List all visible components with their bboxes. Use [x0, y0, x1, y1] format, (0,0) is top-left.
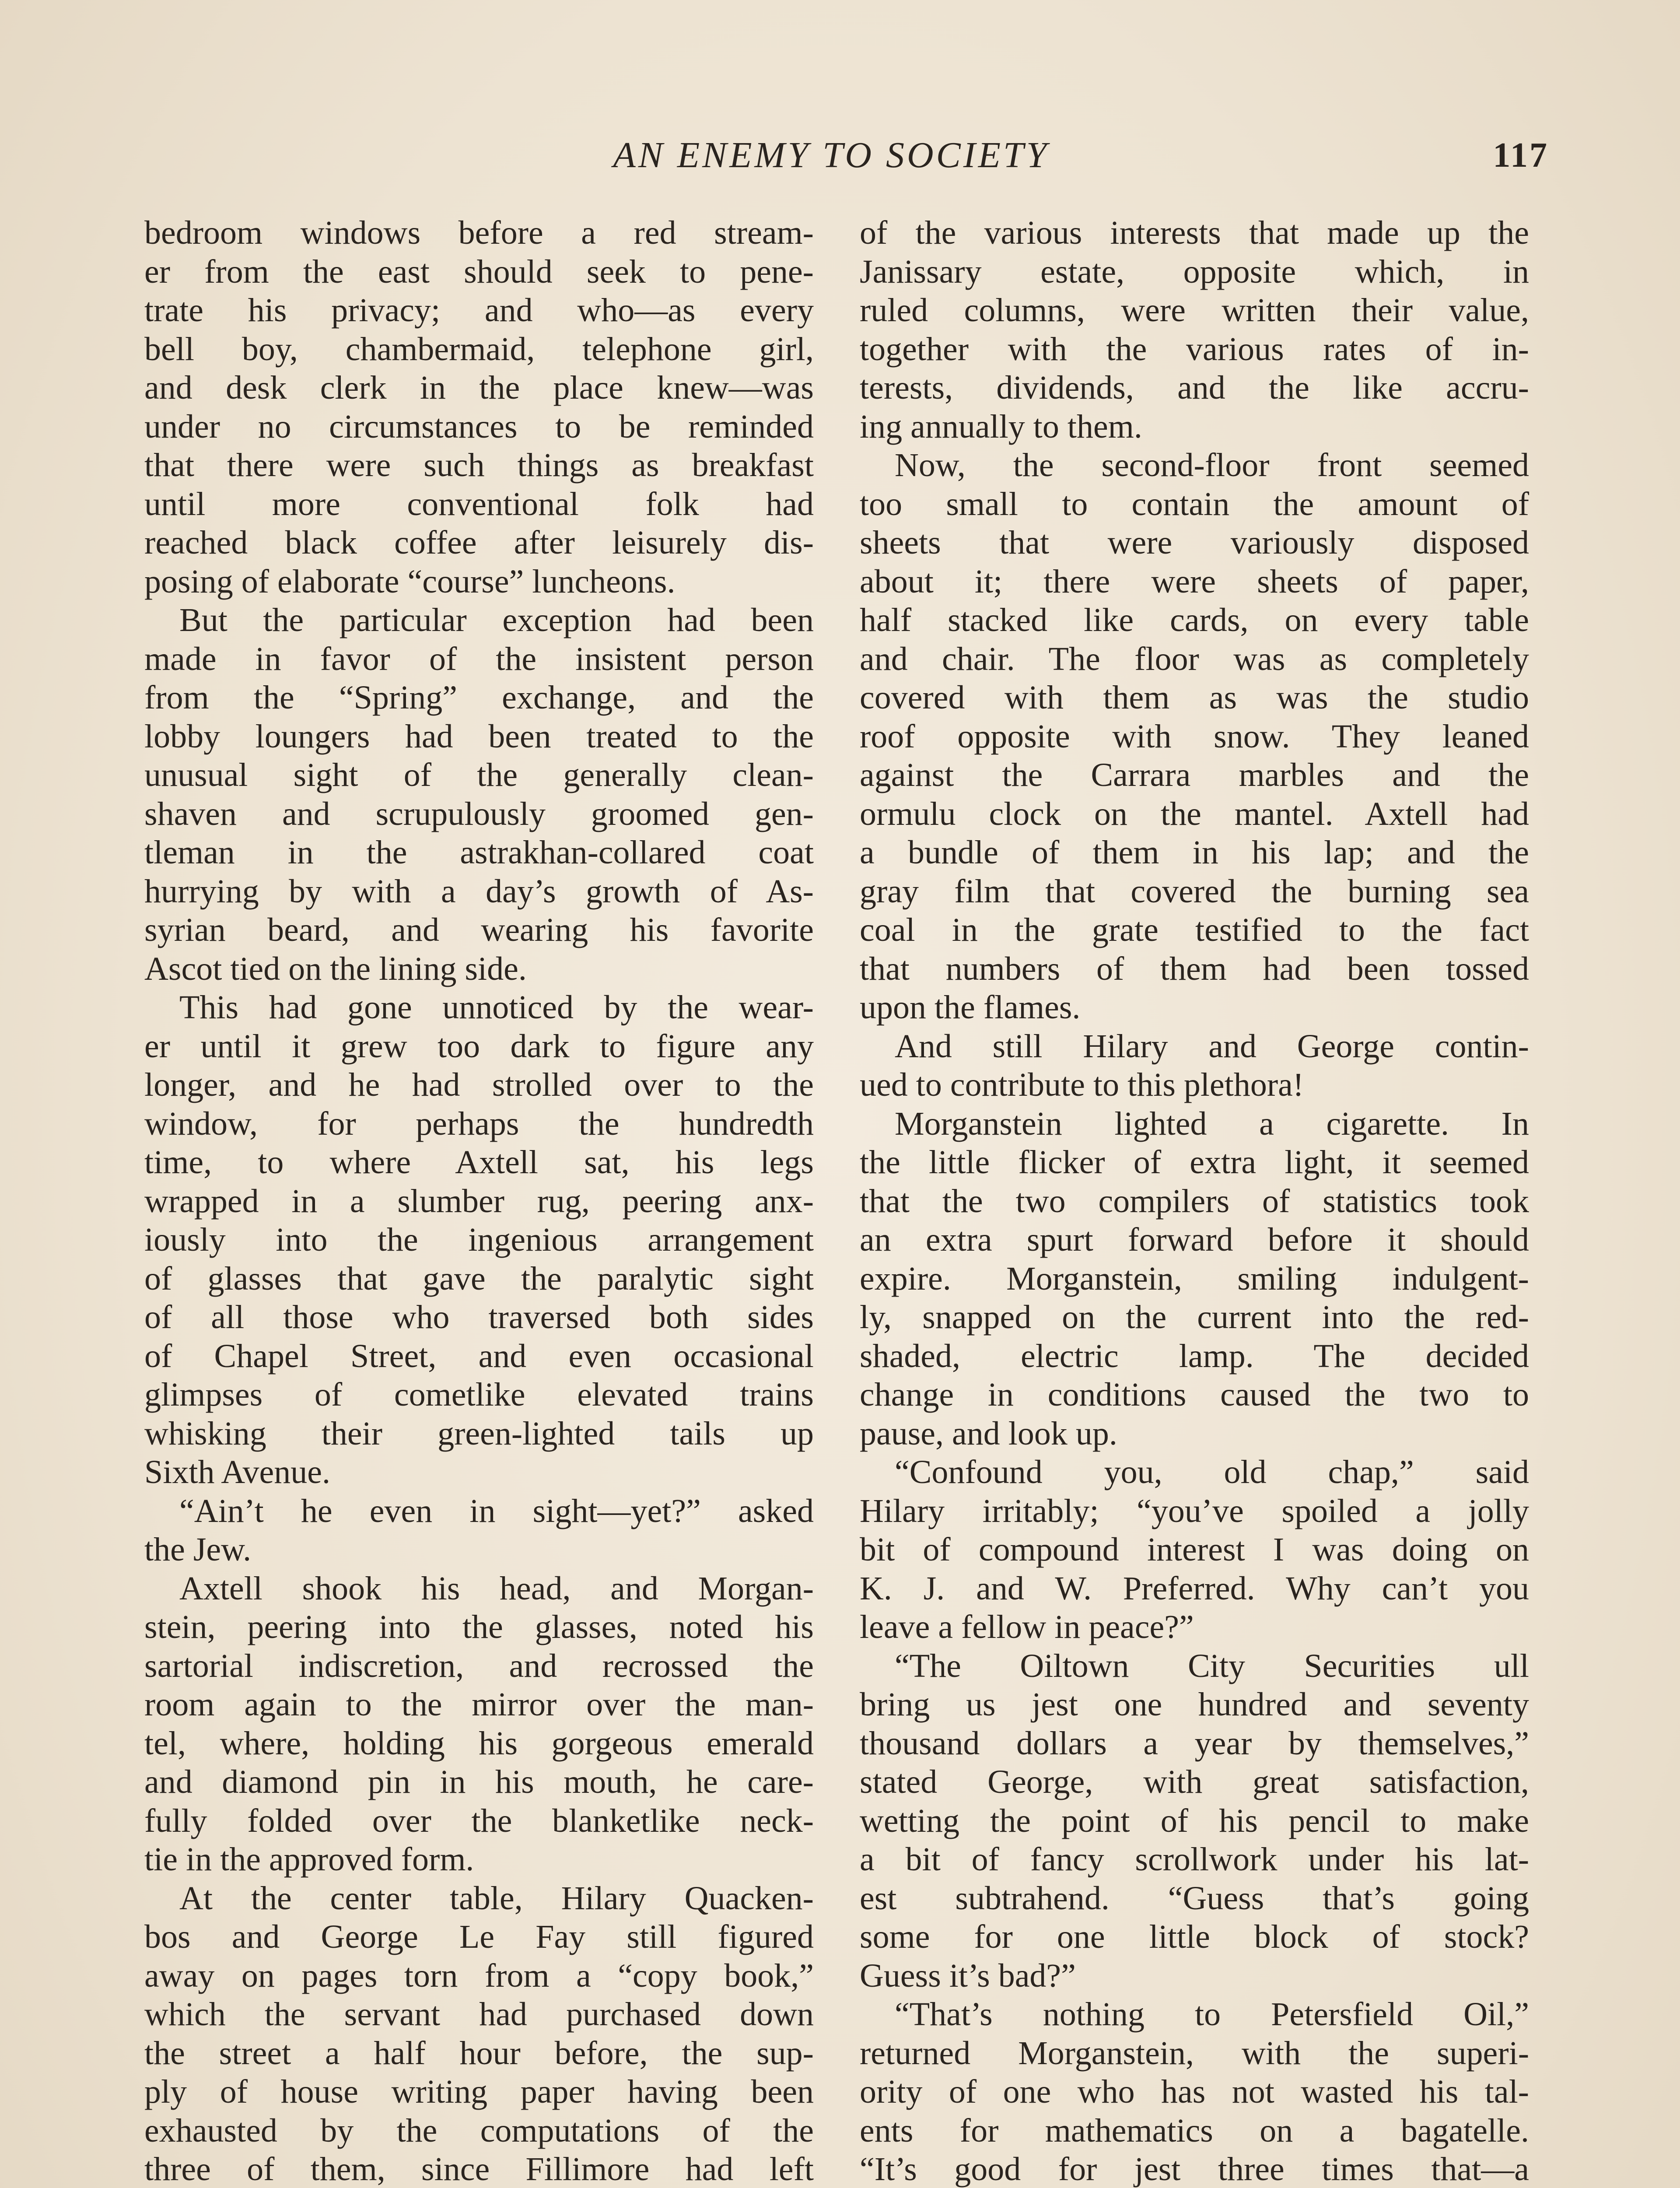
text-line: from the “Spring” exchange, and the — [144, 679, 814, 716]
text-line: roof opposite with snow. They leaned — [860, 718, 1529, 755]
text-line: made in favor of the insistent person — [144, 640, 814, 677]
text-line: bell boy, chambermaid, telephone girl, — [144, 330, 814, 368]
text-line: Axtell shook his head, and Morgan- — [179, 1570, 814, 1607]
text-line: under no circumstances to be reminded — [144, 408, 814, 445]
text-line: sartorial indiscretion, and recrossed the — [144, 1647, 814, 1684]
running-title: AN ENEMY TO SOCIETY — [613, 135, 1050, 175]
text-line: of the various interests that made up the — [860, 214, 1529, 251]
text-line: unusual sight of the generally clean- — [144, 757, 814, 793]
text-line: ormulu clock on the mantel. Axtell had — [860, 795, 1529, 832]
text-line: shaded, electric lamp. The decided — [860, 1337, 1529, 1375]
text-line: of all those who traversed both sides — [144, 1299, 814, 1336]
text-line: thousand dollars a year by themselves,” — [860, 1725, 1529, 1762]
text-line: against the Carrara marbles and the — [860, 757, 1529, 793]
text-line: Sixth Avenue. — [144, 1454, 331, 1490]
text-line: together with the various rates of in- — [860, 330, 1529, 368]
text-line: trate his privacy; and who—as every — [144, 292, 814, 329]
text-line: But the particular exception had been — [179, 602, 814, 638]
text-line: some for one little block of stock? — [860, 1918, 1529, 1955]
text-line: an extra spurt forward before it should — [860, 1221, 1529, 1258]
text-line: er until it grew too dark to figure any — [144, 1027, 814, 1065]
text-line: ruled columns, were written their value, — [860, 292, 1529, 329]
text-line: of glasses that gave the paralytic sight — [144, 1260, 814, 1297]
text-line: ing annually to them. — [860, 408, 1142, 445]
text-line: syrian beard, and wearing his favorite — [144, 912, 814, 948]
text-line: iously into the ingenious arrangement — [144, 1221, 814, 1258]
text-line: bos and George Le Fay still figured — [144, 1918, 814, 1955]
text-line: reached black coffee after leisurely dis- — [144, 524, 814, 561]
text-line: sheets that were variously disposed — [860, 524, 1529, 561]
text-line: K. J. and W. Preferred. Why can’t you — [860, 1570, 1529, 1607]
text-line: expire. Morganstein, smiling indulgent- — [860, 1260, 1529, 1297]
text-line: a bundle of them in his lap; and the — [860, 834, 1529, 871]
text-line: tel, where, holding his gorgeous emerald — [144, 1725, 814, 1762]
text-line: the street a half hour before, the sup- — [144, 2034, 814, 2072]
text-line: away on pages torn from a “copy book,” — [144, 1957, 814, 1994]
text-line: Morganstein lighted a cigarette. In — [895, 1105, 1529, 1142]
text-line: terests, dividends, and the like accru- — [860, 369, 1529, 406]
text-line: “Ain’t he even in sight—yet?” asked — [179, 1492, 814, 1529]
text-line: stein, peering into the glasses, noted his — [144, 1609, 814, 1645]
text-line: and diamond pin in his mouth, he care- — [144, 1764, 814, 1800]
text-line: covered with them as was the studio — [860, 679, 1529, 716]
right-text-column — [860, 214, 1529, 2188]
text-line: bit of compound interest I was doing on — [860, 1531, 1529, 1568]
text-line: ority of one who has not wasted his tal- — [860, 2073, 1529, 2110]
text-line: change in conditions caused the two to — [860, 1376, 1529, 1413]
text-line: the little flicker of extra light, it seemed — [860, 1144, 1529, 1181]
text-line: about it; there were sheets of paper, — [860, 563, 1529, 600]
text-line: Hilary irritably; “you’ve spoiled a jolly — [860, 1492, 1529, 1529]
text-line: wrapped in a slumber rug, peering anx- — [144, 1182, 814, 1220]
text-line: of Chapel Street, and even occasional — [144, 1337, 814, 1375]
text-line: gray film that covered the burning sea — [860, 873, 1529, 910]
text-line: and chair. The floor was as completely — [860, 640, 1529, 677]
text-line: lobby loungers had been treated to the — [144, 718, 814, 755]
text-line: “That’s nothing to Petersfield Oil,” — [895, 1996, 1529, 2033]
text-line: “Confound you, old chap,” said — [895, 1454, 1529, 1490]
text-line: which the servant had purchased down — [144, 1996, 814, 2033]
text-line: “It’s good for jest three times that—a — [860, 2151, 1529, 2188]
text-line: bedroom windows before a red stream- — [144, 214, 814, 251]
text-line: bring us jest one hundred and seventy — [860, 1686, 1529, 1723]
text-line: and desk clerk in the place knew—was — [144, 369, 814, 406]
text-line: er from the east should seek to pene- — [144, 253, 814, 290]
text-line: whisking their green-lighted tails up — [144, 1415, 814, 1452]
text-line: upon the flames. — [860, 989, 1081, 1026]
text-line: tleman in the astrakhan-collared coat — [144, 834, 814, 871]
text-line: window, for perhaps the hundredth — [144, 1105, 814, 1142]
text-line: ued to contribute to this plethora! — [860, 1066, 1304, 1103]
text-line: ly, snapped on the current into the red- — [860, 1299, 1529, 1336]
text-line: “The Oiltown City Securities ull — [895, 1647, 1529, 1684]
text-line: glimpses of cometlike elevated trains — [144, 1376, 814, 1413]
text-line: until more conventional folk had — [144, 485, 814, 522]
text-line: leave a fellow in peace?” — [860, 1609, 1194, 1645]
text-line: longer, and he had strolled over to the — [144, 1066, 814, 1103]
page-number: 117 — [1493, 136, 1549, 175]
text-line: posing of elaborate “course” luncheons. — [144, 563, 676, 600]
text-line: a bit of fancy scrollwork under his lat- — [860, 1841, 1529, 1878]
text-line: Janissary estate, opposite which, in — [860, 253, 1529, 290]
text-line: est subtrahend. “Guess that’s going — [860, 1879, 1529, 1917]
text-line: At the center table, Hilary Quacken- — [179, 1879, 814, 1917]
text-line: shaven and scrupulously groomed gen- — [144, 795, 814, 832]
text-line: exhausted by the computations of the — [144, 2112, 814, 2149]
text-line: ents for mathematics on a bagatelle. — [860, 2112, 1529, 2149]
left-text-column — [144, 214, 814, 2188]
text-line: pause, and look up. — [860, 1415, 1117, 1452]
text-line: Guess it’s bad?” — [860, 1957, 1076, 1994]
text-line: Ascot tied on the lining side. — [144, 950, 527, 987]
text-line: tie in the approved form. — [144, 1841, 474, 1878]
text-line: coal in the grate testified to the fact — [860, 912, 1529, 948]
text-line: room again to the mirror over the man- — [144, 1686, 814, 1723]
text-line: that numbers of them had been tossed — [860, 950, 1529, 987]
text-line: And still Hilary and George contin- — [895, 1027, 1529, 1065]
text-line: This had gone unnoticed by the wear- — [179, 989, 814, 1026]
text-line: stated George, with great satisfaction, — [860, 1764, 1529, 1800]
text-line: time, to where Axtell sat, his legs — [144, 1144, 814, 1181]
text-line: hurrying by with a day’s growth of As- — [144, 873, 814, 910]
text-line: Now, the second-floor front seemed — [895, 447, 1529, 484]
text-line: ply of house writing paper having been — [144, 2073, 814, 2110]
text-line: returned Morganstein, with the superi- — [860, 2034, 1529, 2072]
text-line: the Jew. — [144, 1531, 252, 1568]
text-line: half stacked like cards, on every table — [860, 602, 1529, 638]
text-line: that the two compilers of statistics took — [860, 1182, 1529, 1220]
text-line: that there were such things as breakfast — [144, 447, 814, 484]
running-header — [0, 129, 1680, 182]
text-line: three of them, since Fillimore had left — [144, 2151, 814, 2188]
text-line: wetting the point of his pencil to make — [860, 1802, 1529, 1839]
text-line: too small to contain the amount of — [860, 485, 1529, 522]
text-line: fully folded over the blanketlike neck- — [144, 1802, 814, 1839]
